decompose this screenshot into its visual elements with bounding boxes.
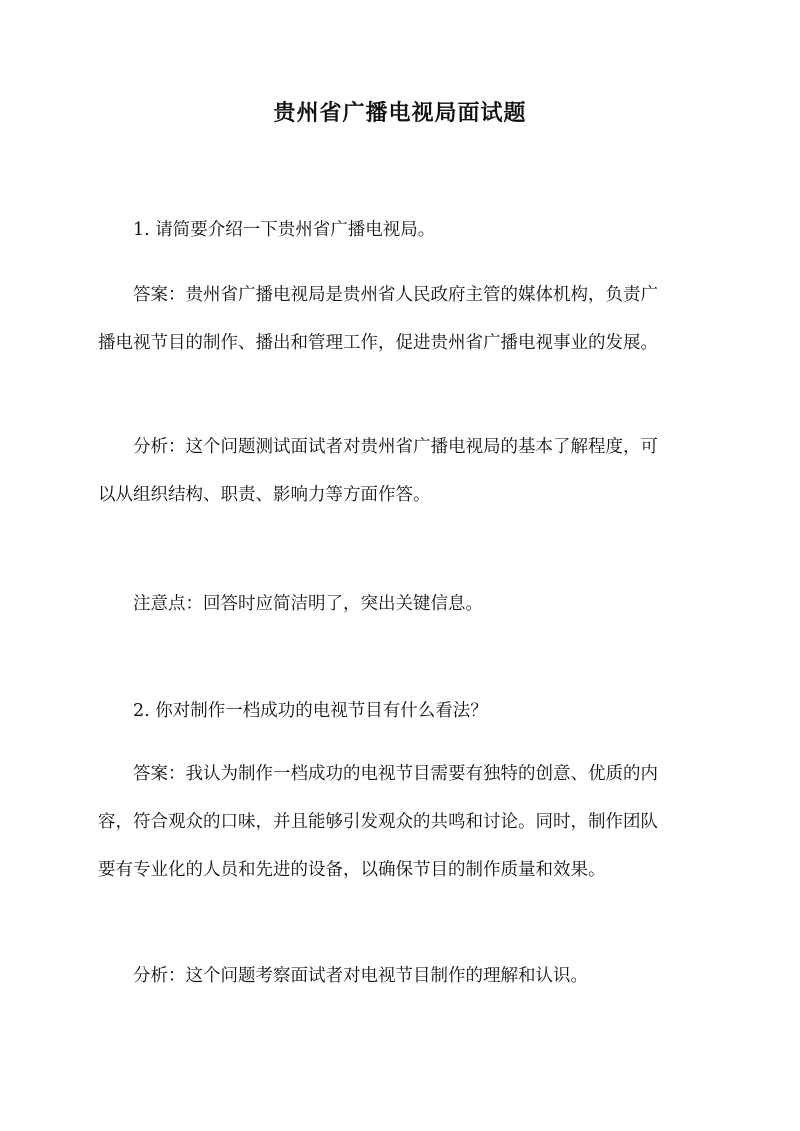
answer-2-line: 容，符合观众的口味，并且能够引发观众的共鸣和讨论。同时，制作团队 [98,812,658,832]
analysis-2-text: 分析：这个问题考察面试者对电视节目制作的理解和认识。 [133,966,588,986]
question-2-text: 2. 你对制作一档成功的电视节目有什么看法？ [133,701,488,721]
answer-2 [98,750,702,894]
answer-2-line: 答案：我认为制作一档成功的电视节目需要有独特的创意、优质的内 [133,764,658,784]
analysis-2 [98,952,702,1000]
question-2 [98,687,702,735]
question-1 [98,206,702,254]
answer-2-line: 要有专业化的人员和先进的设备，以确保节目的制作质量和效果。 [98,860,606,880]
analysis-1-line: 以从组织结构、职责、影响力等方面作答。 [98,485,431,505]
answer-1-line: 答案：贵州省广播电视局是贵州省人民政府主管的媒体机构，负责广 [133,285,658,305]
answer-1-line: 播电视节目的制作、播出和管理工作，促进贵州省广播电视事业的发展。 [98,333,658,353]
page-title: 贵州省广播电视局面试题 [273,100,527,126]
question-1-text: 1. 请简要介绍一下贵州省广播电视局。 [133,220,436,240]
note-1 [98,580,702,628]
analysis-1-line: 分析：这个问题测试面试者对贵州省广播电视局的基本了解程度，可 [133,437,658,457]
analysis-1 [98,423,702,519]
note-1-text: 注意点：回答时应简洁明了，突出关键信息。 [133,594,483,614]
answer-1 [98,271,702,367]
